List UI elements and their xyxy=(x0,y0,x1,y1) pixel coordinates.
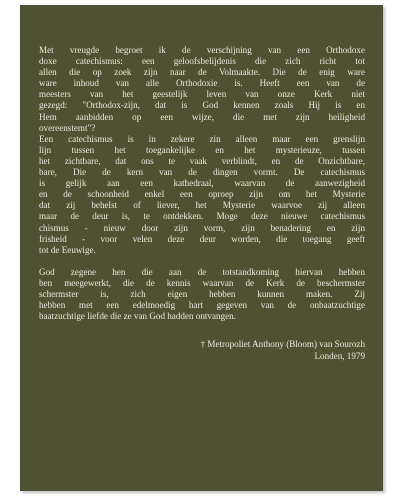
text-line: het zichtbare, dat ons te vaak verblindt, en de Onzichtbare, xyxy=(39,155,365,166)
paragraph-3 xyxy=(39,267,365,322)
paragraph-gap xyxy=(39,256,365,267)
text-line: hebben met een edelmoedig hart gegeven van de onbaatzuchtige xyxy=(39,300,365,311)
text-line: doxe catechismus: een geloofsbelijdenis die zich richt tot xyxy=(39,56,365,67)
text-line: maar de deur is, te ontdekken. Moge deze nieuwe catechismus xyxy=(39,211,365,222)
text-line: is gelijk aan een kathedraal, waarvan de aanwezigheid xyxy=(39,178,365,189)
paragraph-2 xyxy=(39,134,365,256)
text-line: en de schoonheid enkel een oproep zijn om het Mysterie xyxy=(39,189,365,200)
text-line: gezegd: "Orthodox-zijn, dat is God kennen zoals Hij is en xyxy=(39,100,365,111)
text-line: Met vreugde begroet ik de verschijning van een Orthodoxe xyxy=(39,45,365,55)
text-line: baatzuchtige liefde die ze van God hadden ontvangen. xyxy=(39,311,236,322)
text-line: frisheid - voor velen deze deur worden, die toegang geeft xyxy=(39,233,365,244)
text-line: dat zij behelst of liever, het Mysterie waarvoe zij alleen xyxy=(39,200,365,211)
text-line: ware inhoud van alle Orthodoxie is. Heeft een van de xyxy=(39,78,365,89)
text-line: Een catechismus is in zekere zin alleen maar een grenslijn xyxy=(39,133,365,144)
text-line: God zegene hen die aan de totstandkoming hiervan hebben xyxy=(39,266,365,277)
signature-place-date: Londen, 1979 xyxy=(314,351,365,361)
text-line: Hem aanbidden op een wijze, die met zijn heiligheid xyxy=(39,111,365,122)
text-line: chismus - nieuw door zijn vorm, zijn benadering en zijn xyxy=(39,222,365,233)
text-line: ben meegewerkt, die de kennis waarvan de Kerk de beschermster xyxy=(39,277,365,288)
text-line: schermster is, zich eigen hebben kunnen maken. Zij xyxy=(39,289,365,300)
signature-author: † Metropoliet Anthony (Bloom) van Sourozh xyxy=(200,339,365,349)
text-line: lijn tussen het toegankelijke en het mysterieuze, tussen xyxy=(39,144,365,155)
signature-block xyxy=(160,338,365,362)
text-line: meesters van het geestelijk leven van onze Kerk niet xyxy=(39,89,365,100)
foreword-text xyxy=(39,45,365,322)
paragraph-1 xyxy=(39,45,365,134)
text-line: allen die op zoek zijn naar de Volmaakte. Die de enig ware xyxy=(39,67,365,78)
text-line: bare, Die de kern van de dingen vormt. De catechismus xyxy=(39,167,365,178)
text-line: tot de Eeuwige. xyxy=(39,244,96,255)
text-line: overeenstemt"? xyxy=(39,122,96,133)
